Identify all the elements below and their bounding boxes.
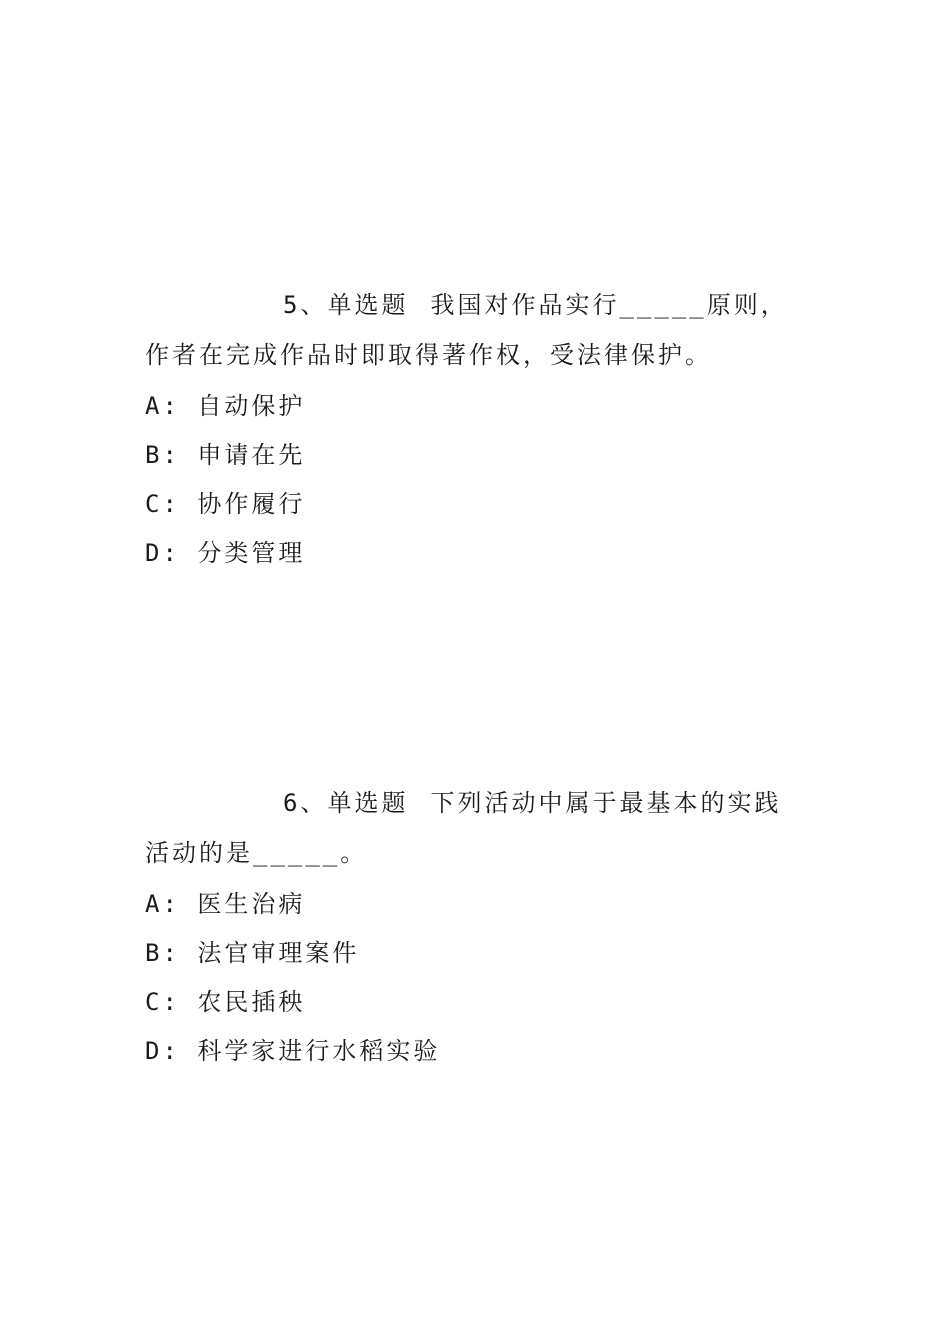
option-text: 农民插秧 [197,988,306,1016]
question-number: 5、 [283,291,328,319]
question-stem [145,280,805,380]
option-letter: D: [145,539,180,567]
question-type: 单选题 [327,291,409,319]
option-d [145,1027,805,1076]
option-b [145,431,805,480]
question-text: 我国对作品实行_____原则，作者在完成作品时即取得著作权，受法律保护。 [145,291,788,369]
option-letter: C: [145,988,180,1016]
option-text: 协作履行 [197,490,306,518]
option-b [145,929,805,978]
option-letter: D: [145,1037,180,1065]
option-a [145,382,805,431]
option-text: 法官审理案件 [197,939,360,967]
option-c [145,978,805,1027]
option-text: 科学家进行水稻实验 [197,1037,441,1065]
question-number: 6、 [283,789,328,817]
option-a [145,880,805,929]
option-letter: A: [145,890,180,918]
option-letter: B: [145,939,180,967]
question-type: 单选题 [327,789,409,817]
option-text: 分类管理 [197,539,306,567]
option-letter: B: [145,441,180,469]
option-c [145,480,805,529]
question-5 [145,280,805,578]
option-letter: C: [145,490,180,518]
question-6 [145,778,805,1076]
question-text: 下列活动中属于最基本的实践活动的是_____。 [145,789,782,867]
option-letter: A: [145,392,180,420]
option-text: 医生治病 [197,890,306,918]
option-text: 申请在先 [197,441,306,469]
option-d [145,529,805,578]
option-text: 自动保护 [197,392,306,420]
question-stem [145,778,805,878]
